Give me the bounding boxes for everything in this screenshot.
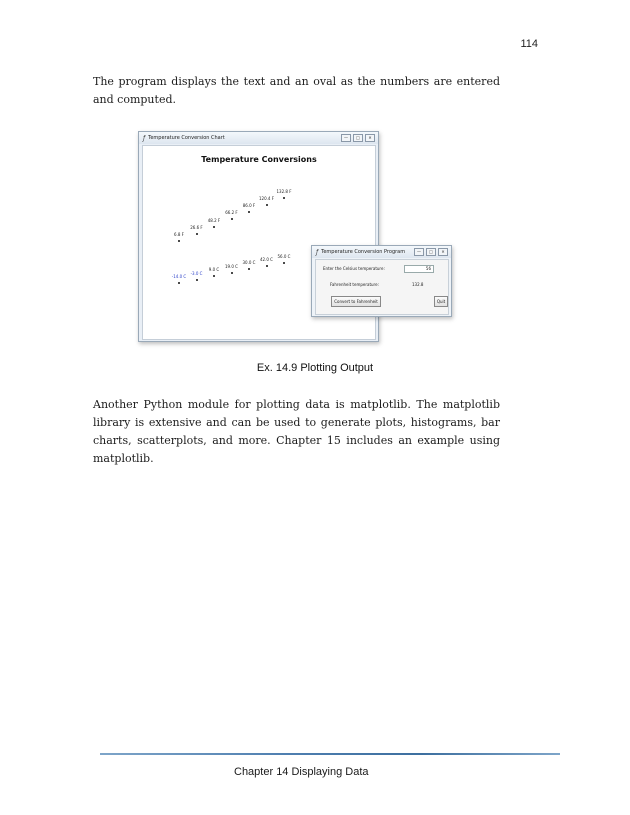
point-label: 42.0 C xyxy=(260,257,273,262)
close-button[interactable]: ✕ xyxy=(438,248,448,256)
chart-window-title: Temperature Conversion Chart xyxy=(148,135,225,141)
data-point xyxy=(178,240,180,242)
point-label: 86.0 F xyxy=(242,203,256,209)
data-point xyxy=(196,233,198,235)
close-button[interactable]: ✕ xyxy=(365,134,375,142)
point-label: 19.0 C xyxy=(225,263,238,269)
fahrenheit-value: 132.8 xyxy=(412,282,424,287)
celsius-label: Enter the Celsius temperature: xyxy=(323,266,385,271)
data-point xyxy=(213,226,215,228)
fahrenheit-label: Fahrenheit temperature: xyxy=(330,282,379,287)
point-label: 132.8 F xyxy=(276,188,292,194)
screenshot-figure xyxy=(138,131,446,342)
conversion-dialog xyxy=(311,245,452,317)
minimize-button[interactable]: — xyxy=(341,134,351,142)
data-point xyxy=(266,204,268,206)
dialog-title: Temperature Conversion Program xyxy=(321,249,406,255)
point-label: 48.2 F xyxy=(207,217,221,223)
data-point xyxy=(283,262,285,264)
tk-feather-icon: ƒ xyxy=(316,248,319,256)
dialog-body xyxy=(315,259,449,315)
page-number: 114 xyxy=(520,38,538,50)
point-label: 26.6 F xyxy=(190,224,203,230)
data-point xyxy=(213,275,215,277)
quit-button[interactable]: Quit xyxy=(434,296,448,307)
chart-title: Temperature Conversions xyxy=(201,155,317,164)
data-point xyxy=(178,282,180,284)
point-label: 30.0 C xyxy=(242,260,256,266)
point-label: 6.8 F xyxy=(174,232,184,237)
minimize-button[interactable]: — xyxy=(414,248,424,256)
point-label: 9.0 C xyxy=(208,267,220,273)
point-label: -3.0 C xyxy=(190,270,203,276)
figure-caption: Ex. 14.9 Plotting Output xyxy=(256,362,374,374)
point-label: 66.2 F xyxy=(225,210,238,216)
data-point xyxy=(231,272,233,274)
chart-window-titlebar[interactable] xyxy=(139,132,378,144)
footer-chapter: Chapter 14 Displaying Data xyxy=(234,766,369,778)
intro-paragraph: The program displays the text and an oval as the numbers are entered and computed. xyxy=(93,75,500,106)
matplotlib-paragraph: Another Python module for plotting data is matplotlib. The matplotlib library is extensive and can be used to generate plots, histograms, bar charts, scatterplots, and more. Chapter 15 includes an example using matplotlib. xyxy=(93,398,500,465)
dialog-titlebar[interactable] xyxy=(312,246,451,258)
data-point xyxy=(266,265,268,267)
convert-button[interactable]: Convert to Fahrenheit xyxy=(331,296,381,307)
point-label: 120.4 F xyxy=(258,196,275,201)
data-point xyxy=(196,279,198,281)
maximize-button[interactable]: □ xyxy=(426,248,436,256)
tk-feather-icon: ƒ xyxy=(143,134,146,142)
celsius-input[interactable]: 56 xyxy=(404,265,434,273)
data-point xyxy=(283,197,285,199)
data-point xyxy=(248,268,250,270)
point-label: 56.0 C xyxy=(277,253,291,259)
data-point xyxy=(248,211,250,213)
footer-rule xyxy=(100,753,560,755)
maximize-button[interactable]: □ xyxy=(353,134,363,142)
point-label: -14.0 C xyxy=(171,274,187,279)
data-point xyxy=(231,218,233,220)
